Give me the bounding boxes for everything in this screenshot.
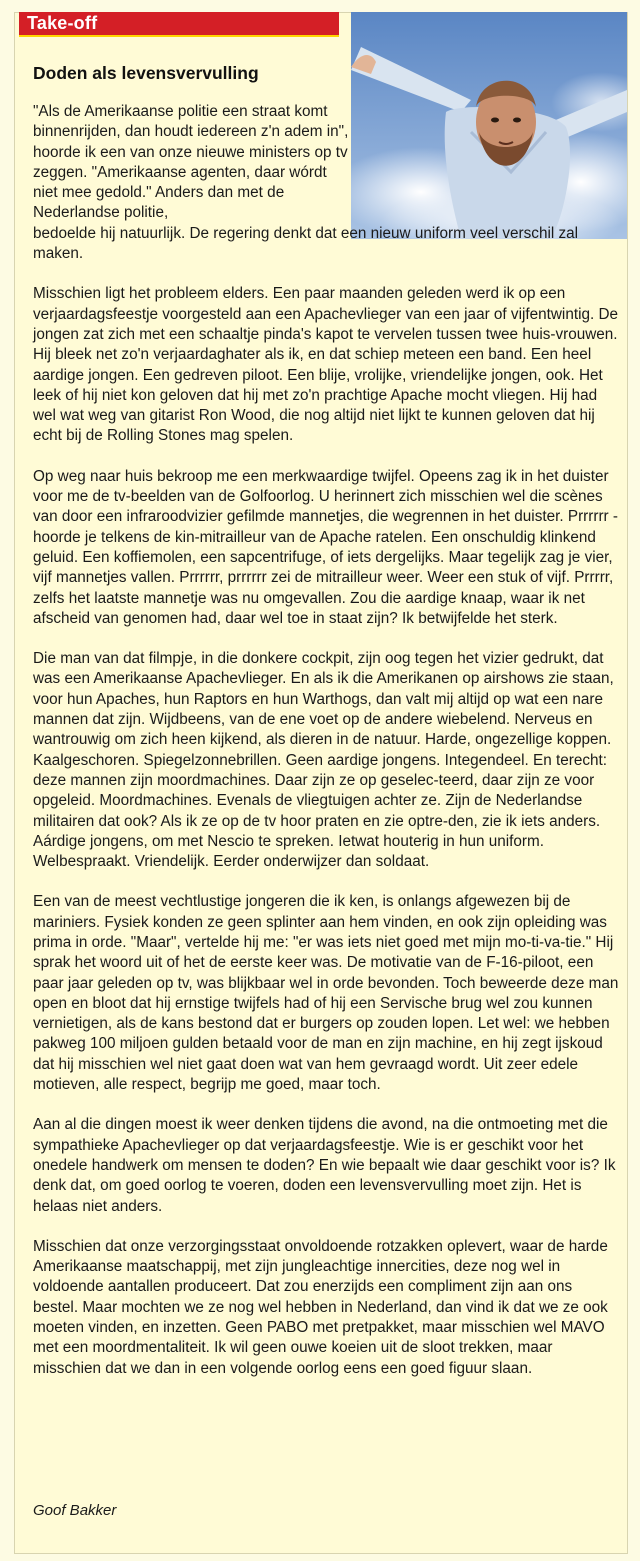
paragraph-3: Op weg naar huis bekroop me een merkwaardige twijfel. Opeens zag ik in het duister voor me de tv-beelden van de Golfoorlog. U herinnert zich misschien wel die scènes van door een infraroodvizier gefilmde mannetjes, die wegrennen in het duister. Prrrrrr - hoorde je telkens de kin-mitrailleur van de Apache ratelen. Een onschuldig klinkend geluid. Een koffiemolen, een sapcentrifuge, of iets dergelijks. Maar tegelijk zag je vier, vijf mannetjes vallen. Prrrrrr, prrrrrr zei de mitrailleur weer. Weer een stuk of vijf. Prrrrr, zelfs het laatste mannetje was nu omgevallen. Zou die aardige knaap, waar ik net afscheid van genomen had, daar wel toe in staat zijn? Ik betwijfelde het sterk.	[33, 467, 618, 627]
paragraph-1-continued: bedoelde hij natuurlijk. De regering denkt dat een nieuw uniform veel verschil zal maken.	[33, 224, 579, 263]
paragraph-5: Een van de meest vechtlustige jongeren die ik ken, is onlangs afgewezen bij de mariniers. Fysiek konden ze geen splinter aan hem vinden, en ook zijn opleiding was prima in orde. "Maar", vertelde hij me: "er was iets niet goed met mijn mo-ti-va-tie." Hij sprak het woord uit of het de eerste keer was. De motivatie van de F-16-piloot, een paar jaar geleden op tv, was blijkbaar wel in orde bevonden. Toch beweerde deze man open en bloot dat hij ernstige twijfels had of hij een Servische brug wel zou kunnen vernietigen, als de kans bestond dat er burgers op zouden lopen. Let wel: we hebben pakweg 100 miljoen gulden betaald voor de man en zijn machine, en hij zegt ijskoud dat hij misschien wel niet gaat doen wat van hem gevraagd wordt. Uit zeer edele motieven, alle respect, begrijp me goed, maar toch.	[33, 893, 619, 1094]
section-label-banner	[19, 12, 339, 37]
author-signature: Goof Bakker	[33, 1502, 117, 1519]
article-headline: Doden als levensvervulling	[33, 63, 259, 83]
paragraph-2: Misschien ligt het probleem elders. Een paar maanden geleden werd ik op een verjaardagsfeestje voorgesteld aan een Apachevlieger van een jaar of vijfentwintig. De jongen zat zich met een schaaltje pinda's kapot te vervelen tussen twee huis-vrouwen. Hij bleek net zo'n verjaardaghater als ik, en dat schiep meteen een band. Een heel aardige jongen. Een gedreven piloot. Een blije, vrolijke, vriendelijke jongen, ook. Het leek of hij niet kon geloven dat hij met zo'n prachtige Apache mocht vliegen. Hij had wel wat weg van gitarist Ron Wood, die nog altijd niet lijkt te kunnen geloven dat hij echt bij de Rolling Stones mag spelen.	[33, 285, 619, 445]
article-body	[33, 102, 619, 1399]
paragraph-4: Die man van dat filmpje, in die donkere cockpit, zijn oog tegen het vizier gedrukt, dat was een Amerikaanse Apachevlieger. En als ik die Amerikanen op airshows zie staan, voor hun Apaches, hun Raptors en hun Warthogs, dan valt mij altijd op wat een nare mannen dat zijn. Wijdbeens, van de ene voet op de andere wiebelend. Nerveus en wantrouwig om zich heen kijkend, als dieren in de natuur. Harde, ongezellige koppen. Kaalgeschoren. Spiegelzonnebrillen. Geen aardige jongens. Integendeel. En terecht: deze mannen zijn moordmachines. Daar zijn ze op geselec-teerd, daar zijn ze voor opgeleid. Moordmachines. Evenals de vliegtuigen achter ze. Zijn de Nederlandse militairen dat ook? Als ik ze op de tv hoor praten en zie optre-den, zie ik iets anders. Aárdige jongens, om met Nescio te spreken. Ietwat houterig in hun uniform. Welbespraakt. Vriendelijk. Eerder onderwijzer dan soldaat.	[33, 650, 614, 871]
paragraph-1: "Als de Amerikaanse politie een straat komt binnenrijden, dan houdt iedereen z'n adem in", hoorde ik een van onze nieuwe ministers op tv zeggen. "Amerikaanse agenten, daar wórdt niet mee gedold." Anders dan met de Nederlandse politie,	[33, 103, 349, 222]
paragraph-6: Aan al die dingen moest ik weer denken tijdens die avond, na die ontmoeting met die sympathieke Apachevlieger op dat verjaardagsfeestje. Wie is er geschikt voor het onedele handwerk om mensen te doden? En wie bepaalt wie daar geschikt voor is? Ik denk dat, om goed oorlog te voeren, doden een levensvervulling moet zijn. Het is helaas niet anders.	[33, 1116, 616, 1215]
section-label: Take-off	[27, 13, 98, 33]
paragraph-7: Misschien dat onze verzorgingsstaat onvoldoende rotzakken oplevert, waar de harde Amerikaanse maatschappij, met zijn jungleachtige innercities, deze nog wel in voldoende aantallen produceert. Dat zou enerzijds een compliment zijn aan ons bestel. Maar mochten we ze nog wel hebben in Nederland, dan vind ik dat we ze ook moeten vinden, en inzetten. Geen PABO met pretpakket, maar misschien wel MAVO met een moordmentaliteit. Ik wil geen ouwe koeien uit de sloot trekken, maar misschien dat we dan in een volgende oorlog eens een goed figuur slaan.	[33, 1237, 608, 1377]
